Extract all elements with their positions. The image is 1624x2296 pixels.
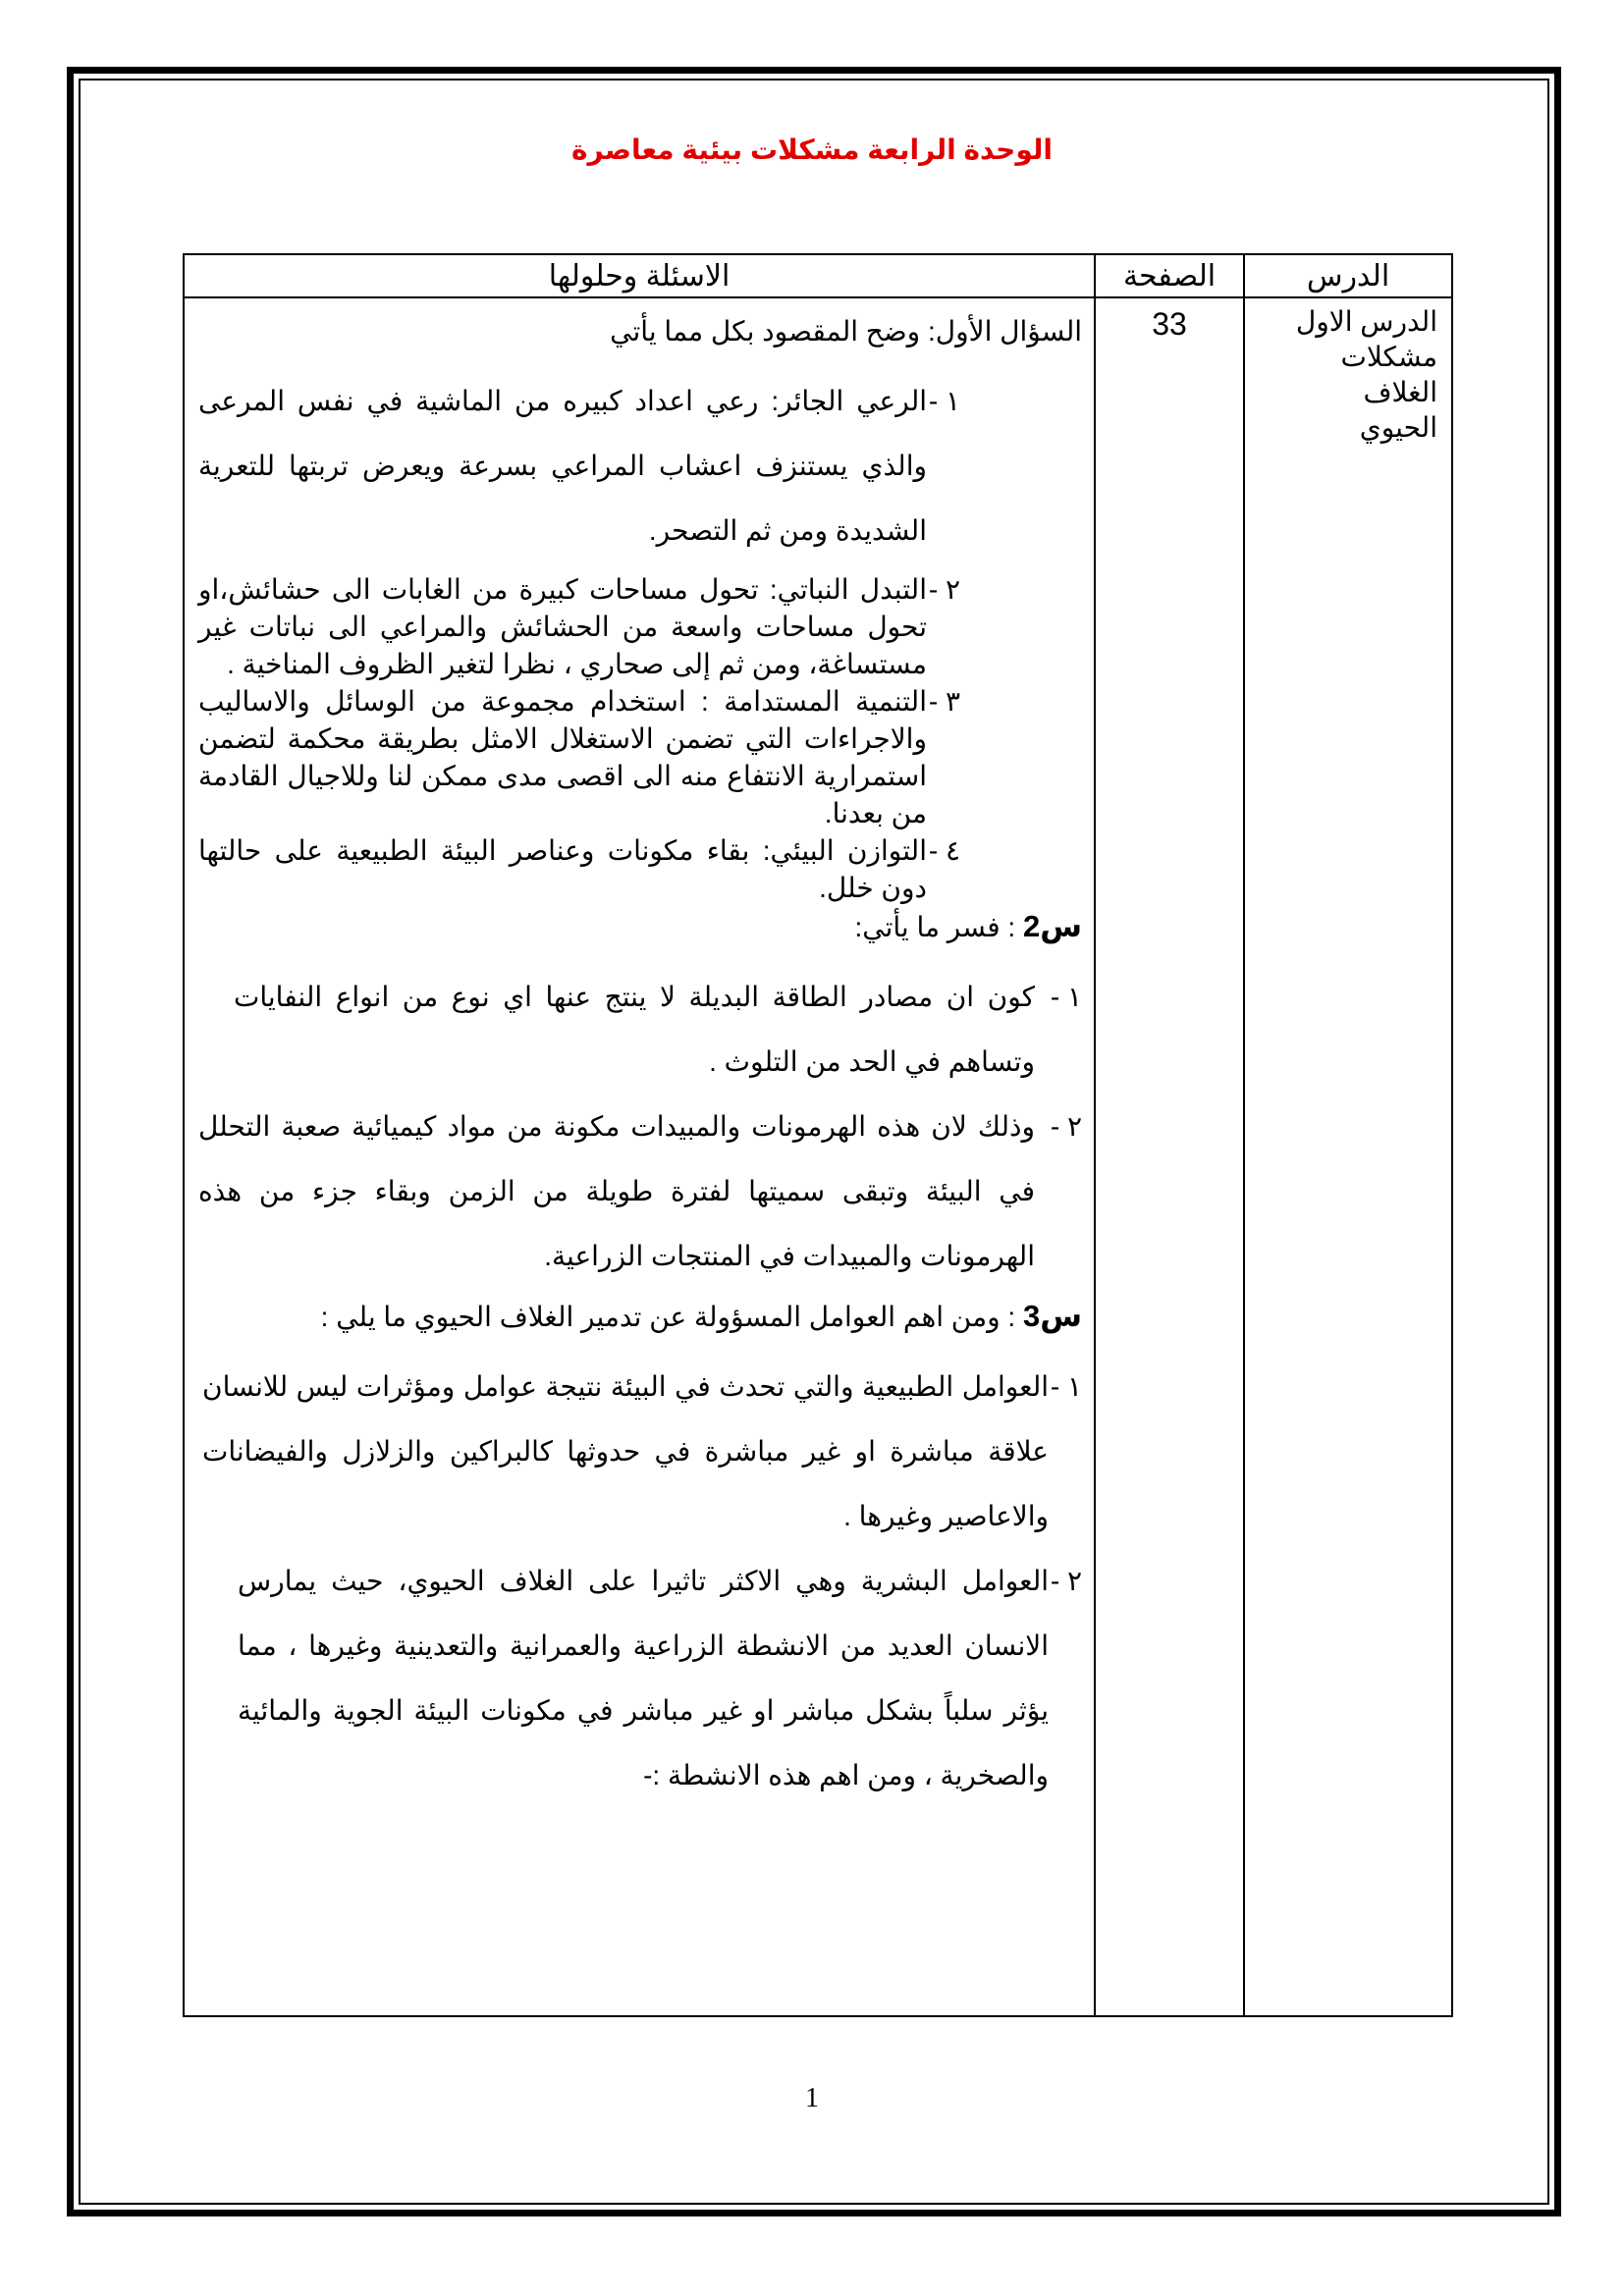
item-number: ٢ -	[1050, 1111, 1082, 1142]
lesson-line: الحيوي	[1359, 412, 1437, 443]
lesson-line: مشكلات	[1340, 342, 1437, 372]
item-number: ١ -	[1050, 982, 1082, 1012]
question-2-label: س2	[1022, 909, 1082, 943]
lesson-line: الدرس الاول	[1295, 306, 1437, 337]
question-3-answers	[198, 1355, 1082, 1808]
item-text: التوازن البيئي: بقاء مكونات وعناصر البيئة الطبيعية على حالتها دون خلل.	[198, 835, 927, 903]
table-header-row	[184, 254, 1452, 297]
list-item	[198, 1549, 1082, 1808]
footer-page-number: 1	[805, 2083, 819, 2113]
question-3-label: س3	[1022, 1299, 1082, 1333]
list-item	[198, 571, 960, 683]
lesson-line: الغلاف	[1363, 377, 1437, 407]
item-text: العوامل البشرية وهي الاكثر تاثيرا على الغلاف الحيوي، حيث يمارس الانسان العديد من الانشطة الزراعية والعمرانية والتعدينية وغيرها ، مما يؤثر سلباً بشكل مباشر او غير مباشر في مكونات البيئة الجوية والمائية والصخرية ، ومن اهم هذه الانشطة :-	[238, 1566, 1050, 1790]
list-item	[198, 1095, 1082, 1289]
question-2-answers	[198, 965, 1082, 1289]
unit-title: الوحدة الرابعة مشكلات بيئية معاصرة	[570, 134, 1054, 165]
header-lesson: الدرس	[1244, 254, 1452, 297]
item-number: ٢ -	[928, 574, 960, 605]
item-text: التبدل النباتي: تحول مساحات كبيرة من الغابات الى حشائش،او تحول مساحات واسعة من الحشائش والمراعي الى نباتات غير مستساغة، ومن ثم إلى صحاري ، نظرا لتغير الظروف المناخية .	[198, 574, 927, 679]
question-2-heading	[198, 907, 1082, 947]
item-text: وذلك لان هذه الهرمونات والمبيدات مكونة من مواد كيميائية صعبة التحلل في البيئة وتبقى سميتها لفترة طويلة من الزمن وبقاء جزء من هذه الهرمونات والمبيدات في المنتجات الزراعية.	[198, 1111, 1035, 1271]
item-number: ٣ -	[928, 686, 960, 717]
lesson-table	[183, 253, 1453, 2017]
page-number: 33	[1152, 306, 1187, 342]
item-text: التنمية المستدامة : استخدام مجموعة من الوسائل والاساليب والاجراءات التي تضمن الاستغلال الامثل بطريقة محكمة لتضمن استمرارية الانتفاع منه الى اقصى مدى ممكن لنا وللاجيال القادمة من بعدنا.	[198, 686, 927, 828]
item-text: كون ان مصادر الطاقة البديلة لا ينتج عنها اي نوع من انواع النفايات وتساهم في الحد من التلوث .	[234, 982, 1035, 1077]
item-number: ٢ -	[1050, 1566, 1082, 1596]
item-text: العوامل الطبيعية والتي تحدث في البيئة نتيجة عوامل ومؤثرات ليس للانسان علاقة مباشرة او غير مباشرة في حدوثها كالبراكين والزلازل والفيضانات والاعاصير وغيرها .	[202, 1371, 1050, 1531]
questions-cell	[184, 297, 1095, 2016]
list-item	[198, 832, 960, 907]
question-3-heading	[198, 1297, 1082, 1337]
lesson-name-cell	[1244, 297, 1452, 2016]
header-questions: الاسئلة وحلولها	[184, 254, 1095, 297]
list-item	[198, 965, 1082, 1095]
list-item	[198, 369, 960, 563]
question-3-text: : ومن اهم العوامل المسؤولة عن تدمير الغلاف الحيوي ما يلي :	[320, 1302, 1016, 1332]
item-number: ١ -	[1050, 1371, 1082, 1402]
item-number: ١ -	[928, 386, 960, 416]
list-item	[198, 1355, 1082, 1549]
item-number: ٤ -	[928, 835, 960, 866]
header-page: الصفحة	[1095, 254, 1244, 297]
question-1-heading: السؤال الأول: وضح المقصود بكل مما يأتي	[610, 316, 1082, 347]
question-2-text: : فسر ما يأتي:	[854, 912, 1016, 942]
table-row	[184, 297, 1452, 2016]
page-number-cell	[1095, 297, 1244, 2016]
question-1-answers	[198, 369, 960, 907]
list-item	[198, 683, 960, 832]
item-text: الرعي الجائر: رعي اعداد كبيره من الماشية في نفس المرعى والذي يستنزف اعشاب المراعي بسرعة ويعرض تربتها للتعرية الشديدة ومن ثم التصحر.	[198, 386, 927, 546]
